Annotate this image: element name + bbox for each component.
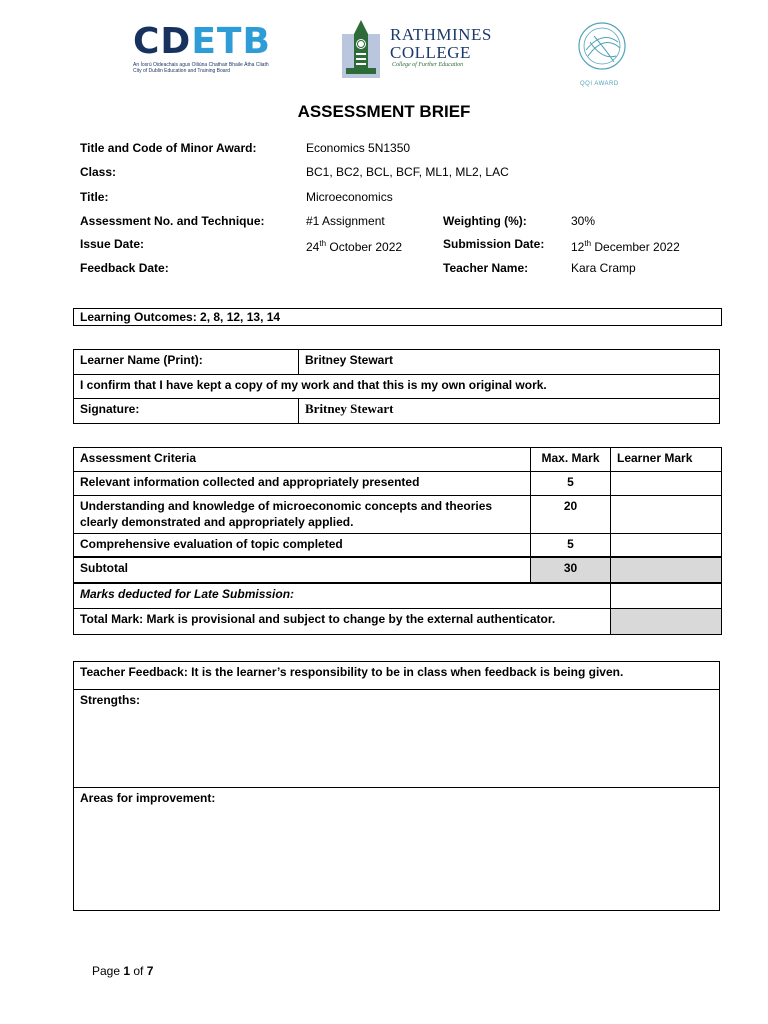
class-label: Class: <box>80 165 117 179</box>
signature-label: Signature: <box>74 399 299 424</box>
subtotal-label: Subtotal <box>74 557 531 583</box>
clock-tower-icon <box>342 20 380 78</box>
feedback-date-label: Feedback Date: <box>80 261 169 275</box>
criteria-row-learner-mark[interactable] <box>611 496 722 534</box>
cdetb-wordmark: CDETB <box>133 21 271 62</box>
learner-name-label: Learner Name (Print): <box>74 350 299 375</box>
learning-outcomes-table <box>73 308 722 326</box>
issue-date-label: Issue Date: <box>80 237 145 251</box>
criteria-row-learner-mark[interactable] <box>611 534 722 557</box>
submission-date-value: 12th December 2022 <box>571 239 680 254</box>
award-label: Title and Code of Minor Award: <box>80 141 257 155</box>
qqi-label: QQI AWARD <box>580 81 619 87</box>
rathmines-college-logo <box>342 20 502 80</box>
criteria-row-max: 20 <box>531 496 611 534</box>
learner-table <box>73 349 720 424</box>
criteria-row-learner-mark[interactable] <box>611 472 722 496</box>
learning-outcomes: Learning Outcomes: 2, 8, 12, 13, 14 <box>74 309 722 326</box>
late-deduction-mark[interactable] <box>611 583 722 609</box>
assessment-criteria-table <box>73 447 722 635</box>
college-tagline: College of Further Education <box>392 62 464 68</box>
confirmation-statement: I confirm that I have kept a copy of my work and that this is my own original work. <box>74 375 720 399</box>
criteria-row-max: 5 <box>531 534 611 557</box>
subtotal-value: 30 <box>531 557 611 583</box>
criteria-row-text: Relevant information collected and appropriately presented <box>74 472 531 496</box>
award-value: Economics 5N1350 <box>306 141 411 155</box>
qqi-award-logo <box>570 18 634 94</box>
criteria-row-max: 5 <box>531 472 611 496</box>
title-value: Microeconomics <box>306 190 393 204</box>
areas-for-improvement-section: Areas for improvement: <box>74 788 720 911</box>
criteria-header: Assessment Criteria <box>74 448 531 472</box>
teacher-feedback-table <box>73 661 720 911</box>
issue-date-value: 24th October 2022 <box>306 239 403 254</box>
document-title: ASSESSMENT BRIEF <box>297 102 471 121</box>
criteria-row-text: Comprehensive evaluation of topic completed <box>74 534 531 557</box>
weighting-label: Weighting (%): <box>443 214 527 228</box>
weighting-value: 30% <box>571 214 596 228</box>
qqi-emblem-icon <box>576 20 628 72</box>
assessment-label: Assessment No. and Technique: <box>80 214 265 228</box>
cdetb-logo <box>133 21 273 80</box>
strengths-section: Strengths: <box>74 690 720 788</box>
college-name: RATHMINES COLLEGE <box>390 25 492 62</box>
title-label: Title: <box>80 190 109 204</box>
learner-name-value: Britney Stewart <box>299 350 720 375</box>
signature-value: Britney Stewart <box>299 399 720 424</box>
cdetb-subtitle-irish: An Íosrú Oideachais agus Oiliúna Chathair Bhaile Átha Cliath <box>133 62 269 68</box>
criteria-row-text: Understanding and knowledge of microeconomic concepts and theories clearly demonstrated and appropriately applied. <box>74 496 531 534</box>
feedback-heading: Teacher Feedback: It is the learner’s responsibility to be in class when feedback is being given. <box>74 662 720 690</box>
page-number: Page 1 of 7 <box>92 964 154 978</box>
submission-date-label: Submission Date: <box>443 237 545 251</box>
total-mark-value[interactable] <box>611 609 722 635</box>
max-mark-header: Max. Mark <box>531 448 611 472</box>
learner-mark-header: Learner Mark <box>611 448 722 472</box>
teacher-name-value: Kara Cramp <box>571 261 636 275</box>
class-value: BC1, BC2, BCL, BCF, ML1, ML2, LAC <box>306 165 509 179</box>
cdetb-subtitle-english: City of Dublin Education and Training Board <box>133 68 231 74</box>
teacher-name-label: Teacher Name: <box>443 261 529 275</box>
subtotal-learner-mark[interactable] <box>611 557 722 583</box>
total-mark-label: Total Mark: Mark is provisional and subject to change by the external authenticator. <box>74 609 611 635</box>
assessment-value: #1 Assignment <box>306 214 385 228</box>
late-submission-label: Marks deducted for Late Submission: <box>74 583 611 609</box>
